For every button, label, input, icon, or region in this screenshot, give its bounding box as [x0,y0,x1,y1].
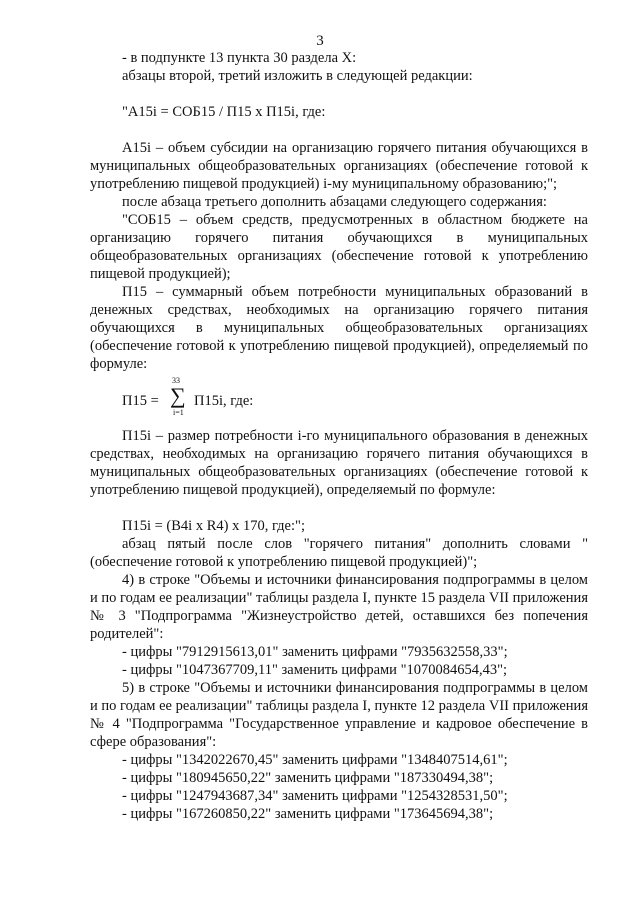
paragraph-p15i-definition: П15i – размер потребности i-го муниципального образования в денежных средствах, необходимых на организацию горячего питания обучающихся в муниципальных общеобразовательных организациях (обеспечение готовой к употреблению пищевой продукцией), определяемый по формуле: [90,428,588,498]
paragraph-a15i-definition: A15i – объем субсидии на организацию горячего питания обучающихся в муниципальных общеобразовательных организациях (обеспечение готовой к употреблению пищевой продукцией) i-му муниципальному образованию;"; [90,140,588,192]
page-number: 3 [316,33,324,49]
sigma-symbol: ∑ [170,383,186,408]
sum-lower-limit: i=1 [173,408,184,417]
paragraph-item-5: 5) в строке "Объемы и источники финансирования подпрограммы в целом и по годам ее реализации" таблицы раздела I, пункте 12 раздела VII приложения № 4 "Подпрограмма "Государственное управление и кадровое обеспечение в сфере образования": [90,680,588,750]
replacement-line: - цифры "1047367709,11" заменить цифрами "1070084654,43"; [122,662,508,678]
replacement-line: - цифры "7912915613,01" заменить цифрами "7935632558,33"; [122,644,508,660]
document-body [90,49,588,823]
formula-p15-sum [90,376,588,423]
replacement-line: - цифры "167260850,22" заменить цифрами "173645694,38"; [122,806,494,822]
sum-lhs: П15 = [122,393,159,409]
paragraph-abzac-five: абзац пятый после слов "горячего питания" дополнить словами "(обеспечение готовой к употреблению пищевой продукцией)"; [90,536,588,570]
formula-a15i: "A15i = СОБ15 / П15 x П15i, где: [122,104,326,120]
replacement-line: - цифры "180945650,22" заменить цифрами "187330494,38"; [122,770,494,786]
sum-rhs: П15i, где: [194,393,254,409]
paragraph-item-4: 4) в строке "Объемы и источники финансирования подпрограммы в целом и по годам ее реализации" таблицы раздела I, пункте 15 раздела VII приложения № 3 "Подпрограмма "Жизнеустройство детей, оставшихся без попечения родителей": [90,572,588,642]
replacement-line: - цифры "1247943687,34" заменить цифрами "1254328531,50"; [122,788,508,804]
paragraph-p15-definition: П15 – суммарный объем потребности муниципальных образований в денежных средствах, необходимых на организацию горячего питания обучающихся в муниципальных общеобразовательных организациях (обеспечение готовой к употреблению пищевой продукцией), определяемый по формуле: [90,284,588,372]
sum-upper-limit: 33 [172,376,180,385]
paragraph-add-after: после абзаца третьего дополнить абзацами следующего содержания: [122,194,547,210]
formula-p15i: П15i = (B4i x R4) x 170, где:"; [122,518,305,534]
replacement-line: - цифры "1342022670,45" заменить цифрами "1348407514,61"; [122,752,508,768]
paragraph-subitem-13: - в подпункте 13 пункта 30 раздела X: [122,50,357,66]
paragraph-sob15-definition: "СОБ15 – объем средств, предусмотренных в областном бюджете на организацию горячего питания обучающихся в муниципальных общеобразовательных организациях (обеспечение готовой к употреблению пищевой продукцией); [90,212,588,282]
paragraph-instruction: абзацы второй, третий изложить в следующей редакции: [122,68,473,84]
